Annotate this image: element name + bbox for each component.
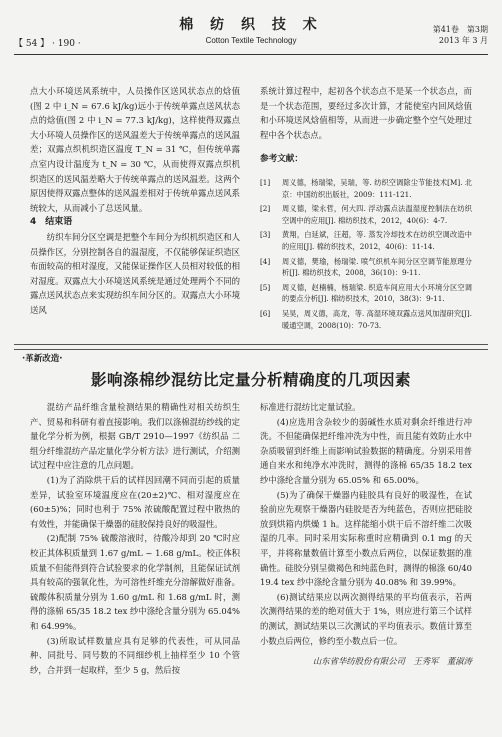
top-right-column xyxy=(260,84,472,334)
references-list xyxy=(260,177,472,331)
reference-item: [5] 周义德，赵楠楠，杨瑞梁. 织造车间应用大小环境分区空调的要点分析[J]. 棉纺织技术，2010，38(3)：9-11. xyxy=(260,282,472,304)
body-paragraph: 点大小环境送风系统中，人员操作区送风状态点的焓值(图 2 中 i_N = 67.6 kJ/kg)远小于传统单露点送风状态点的焓值(图 2 中 i_N = 77.3 kJ/kg)，这样使得双露点大小环境人员操作区的送风温差大于传统单露点的送风温差；双露点织机织造区温度 T_N = 31 ℃，但传统单露点室内设计温度为 t_N = 30 ℃，从而使得双露点织机织造区的送风温差略大于传统单露点的送风温差。这两个原因使得双露点整体的送风温差相对于传统单露点送风系统较大，从而减小了总送风量。 xyxy=(30,86,240,213)
reference-item: [3] 黄翔，白延斌，汪超，等. 蒸发冷却技术在纺织空调改造中的应用[J]. 棉纺织技术，2012，40(6)：11-14. xyxy=(260,230,472,251)
reference-item: [1] 周义德，杨瑞梁，吴瑞，等. 纺织空调除尘节能技术[M]. 北京：中国纺织出版社，2009：111-121. xyxy=(260,177,472,199)
body-paragraph: 系统计算过程中，起初各个状态点不是某一个状态点，而是一个状态范围，要经过多次计算，才能使室内回风焓值和小环境送风焓值相等，从而进一步确定整个空气处理过程中各个状态点。 xyxy=(260,86,472,140)
article-author: 山东省华纺股份有限公司 王秀军 董淑涛 xyxy=(312,656,472,667)
top-left-column xyxy=(30,84,240,318)
body-paragraph: (1)为了消除烘干后的试样因回潮不同而引起的质量差异，试验室环境温度应在(20±2)℃、相对湿度应在(60±5)%；同时也利于 75% 浓硫酸配置过程中散热的有效性，并能确保干燥器的硅胶保持良好的吸湿性。 xyxy=(30,474,240,529)
reference-item: [4] 周义德，樊瑜，杨瑞梁. 喷气织机车间分区空调节能原理分析[J]. 棉纺织技术，2008，36(10)：9-11. xyxy=(260,256,472,278)
issue-info xyxy=(433,24,488,46)
body-paragraph: (4)应选用含杂较少的弱碱性水质对剩余纤维进行冲洗。不但能确保把纤维冲洗为中性，而且能有效防止水中杂质吸留到纤维上而影响试验数据的精确度。分别采用普通自来水和纯净水冲洗时，测得的涤棉 65/35 18.2 tex 纱中涤纶含量分别为 65.05% 和 65.00%。 xyxy=(260,416,472,485)
volume-issue: 第41卷 第3期 xyxy=(432,25,488,34)
issue-date: 2013 年 3 月 xyxy=(438,36,488,45)
page-number: 【 54 】 · 190 · xyxy=(14,39,81,49)
references-title: 参考文献： xyxy=(260,154,303,165)
section-heading: 4 结束语 xyxy=(30,217,73,228)
journal-name-cn: 棉 纺 织 技 术 xyxy=(179,17,323,33)
body-paragraph: (6)测试结果应以两次测得结果的平均值表示，若两次测得结果的差的绝对值大于 1%，则应进行第三个试样的测试，测试结果以三次测试的平均值表示。数值计算至小数点后两位，修约至小数点后一位。 xyxy=(260,591,472,646)
article-title: 影响涤棉纱混纺比定量分析精确度的几项因素 xyxy=(90,371,411,389)
reference-item: [6] 吴昊，周义德，高龙，等. 高湿环境双露点送风加湿研究[J]. 暖通空调，2008(10)：70-73. xyxy=(260,308,472,330)
article-right-column xyxy=(260,400,472,669)
body-paragraph: 纺织车间分区空调是把整个车间分为织机织造区和人员操作区，分别控制各自的温湿度，不仅能够保证织造区布面较高的相对湿度，又能保证操作区人员相对较低的相对湿度。双露点大小环境送风系统是通过处理两个不同的露点送风状态点来实现纺织车间分区的。双露点大小环境送风 xyxy=(30,231,240,315)
column-tag: ·革新改造· xyxy=(22,354,63,364)
body-paragraph: (2)配制 75% 硫酸溶液时，待酸冷却到 20 ℃时应校正其体积质量到 1.67 g/mL ~ 1.68 g/mL。校正体积质量不但能得到符合试验要求的化学制剂，且能保证试剂具有较高的强氧化性，为可溶性纤维充分溶解做好准备。硫酸体积质量分别为 1.60 g/mL 和 1.68 g/mL 时，测得的涤棉 65/35 18.2 tex 纱中涤纶含量分别为 65.04% 和 64.99%。 xyxy=(30,533,240,631)
body-paragraph: 标准进行混纺比定量试验。 xyxy=(260,402,361,412)
page-header xyxy=(14,8,488,55)
journal-name-en: Cotton Textile Technology xyxy=(205,36,297,45)
body-paragraph: 混纺产品纤维含量检测结果的精确性对相关纺织生产、贸易和科研有着直接影响。我们以涤棉混纺纱线的定量化学分析为例，根据 GB/T 2910—1997《纺织品 二组分纤维混纺产品定量化学分析方法》进行测试，介绍测试过程中应注意的几点问题。 xyxy=(30,402,240,471)
section-divider xyxy=(14,344,488,350)
reference-item: [2] 周义德，梁永哲，何大四. 浮动露点法温湿度控制法在纺织空调中的应用[J]. 棉纺织技术，2012，40(6)：4-7. xyxy=(260,204,472,225)
body-paragraph: (3)所取试样数量应具有足够的代表性，可从同品种、同批号、同号数的不同细纱机上抽样至少 10 个管纱，合并到一起取样，至少 5 g，然后按 xyxy=(30,635,240,675)
article-left-column xyxy=(30,400,240,677)
journal-name xyxy=(14,14,488,45)
body-paragraph: (5)为了确保干燥器内硅胶具有良好的吸湿性，在试验前应先观察干燥器内硅胶是否为纯蓝色，否则应把硅胶放到烘箱内烘燥 1 h。这样能缩小烘干后不溶纤维二次吸湿的几率。同时采用实际称重时应精确到 0.1 mg 的天平，并将称量数值计算至小数点后两位，以保证数据的准确性。硅胶分别呈微褐色和纯蓝色时，测得的棉涤 60/40 19.4 tex 纱中涤纶含量分别为 40.08% 和 39.99%。 xyxy=(260,489,472,588)
